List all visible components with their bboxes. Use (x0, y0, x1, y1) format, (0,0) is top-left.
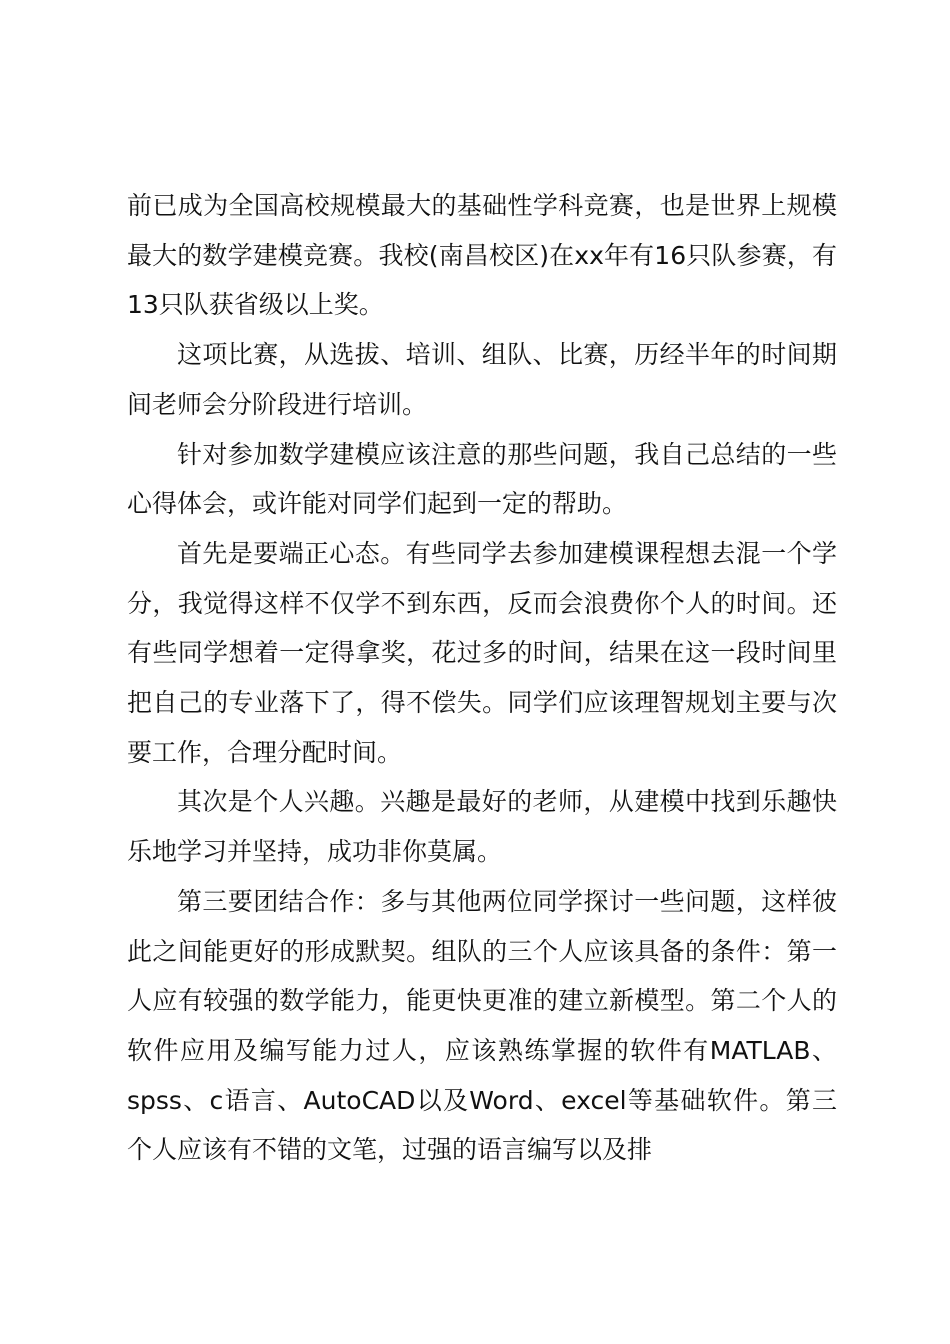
document-body (127, 181, 837, 1175)
paragraph-continuation: 前已成为全国高校规模最大的基础性学科竞赛，也是世界上规模最大的数学建模竞赛。我校(南昌校区)在xx年有16只队参赛，有13只队获省级以上奖。 (127, 191, 837, 320)
paragraph: 其次是个人兴趣。兴趣是最好的老师，从建模中找到乐趣快乐地学习并坚持，成功非你莫属。 (127, 787, 837, 867)
paragraph: 针对参加数学建模应该注意的那些问题，我自己总结的一些心得体会，或许能对同学们起到一定的帮助。 (127, 439, 837, 519)
paragraph: 首先是要端正心态。有些同学去参加建模课程想去混一个学分，我觉得这样不仅学不到东西，反而会浪费你个人的时间。还有些同学想着一定得拿奖，花过多的时间，结果在这一段时间里把自己的专业落下了，得不偿失。同学们应该理智规划主要与次要工作，合理分配时间。 (127, 538, 837, 767)
paragraph: 第三要团结合作：多与其他两位同学探讨一些问题，这样彼此之间能更好的形成默契。组队的三个人应该具备的条件：第一人应有较强的数学能力，能更快更准的建立新模型。第二个人的软件应用及编写能力过人，应该熟练掌握的软件有MATLAB、spss、c语言、AutoCAD以及Word、excel等基础软件。第三个人应该有不错的文笔，过强的语言编写以及排 (127, 886, 837, 1165)
paragraph: 这项比赛，从选拔、培训、组队、比赛，历经半年的时间期间老师会分阶段进行培训。 (127, 340, 837, 419)
